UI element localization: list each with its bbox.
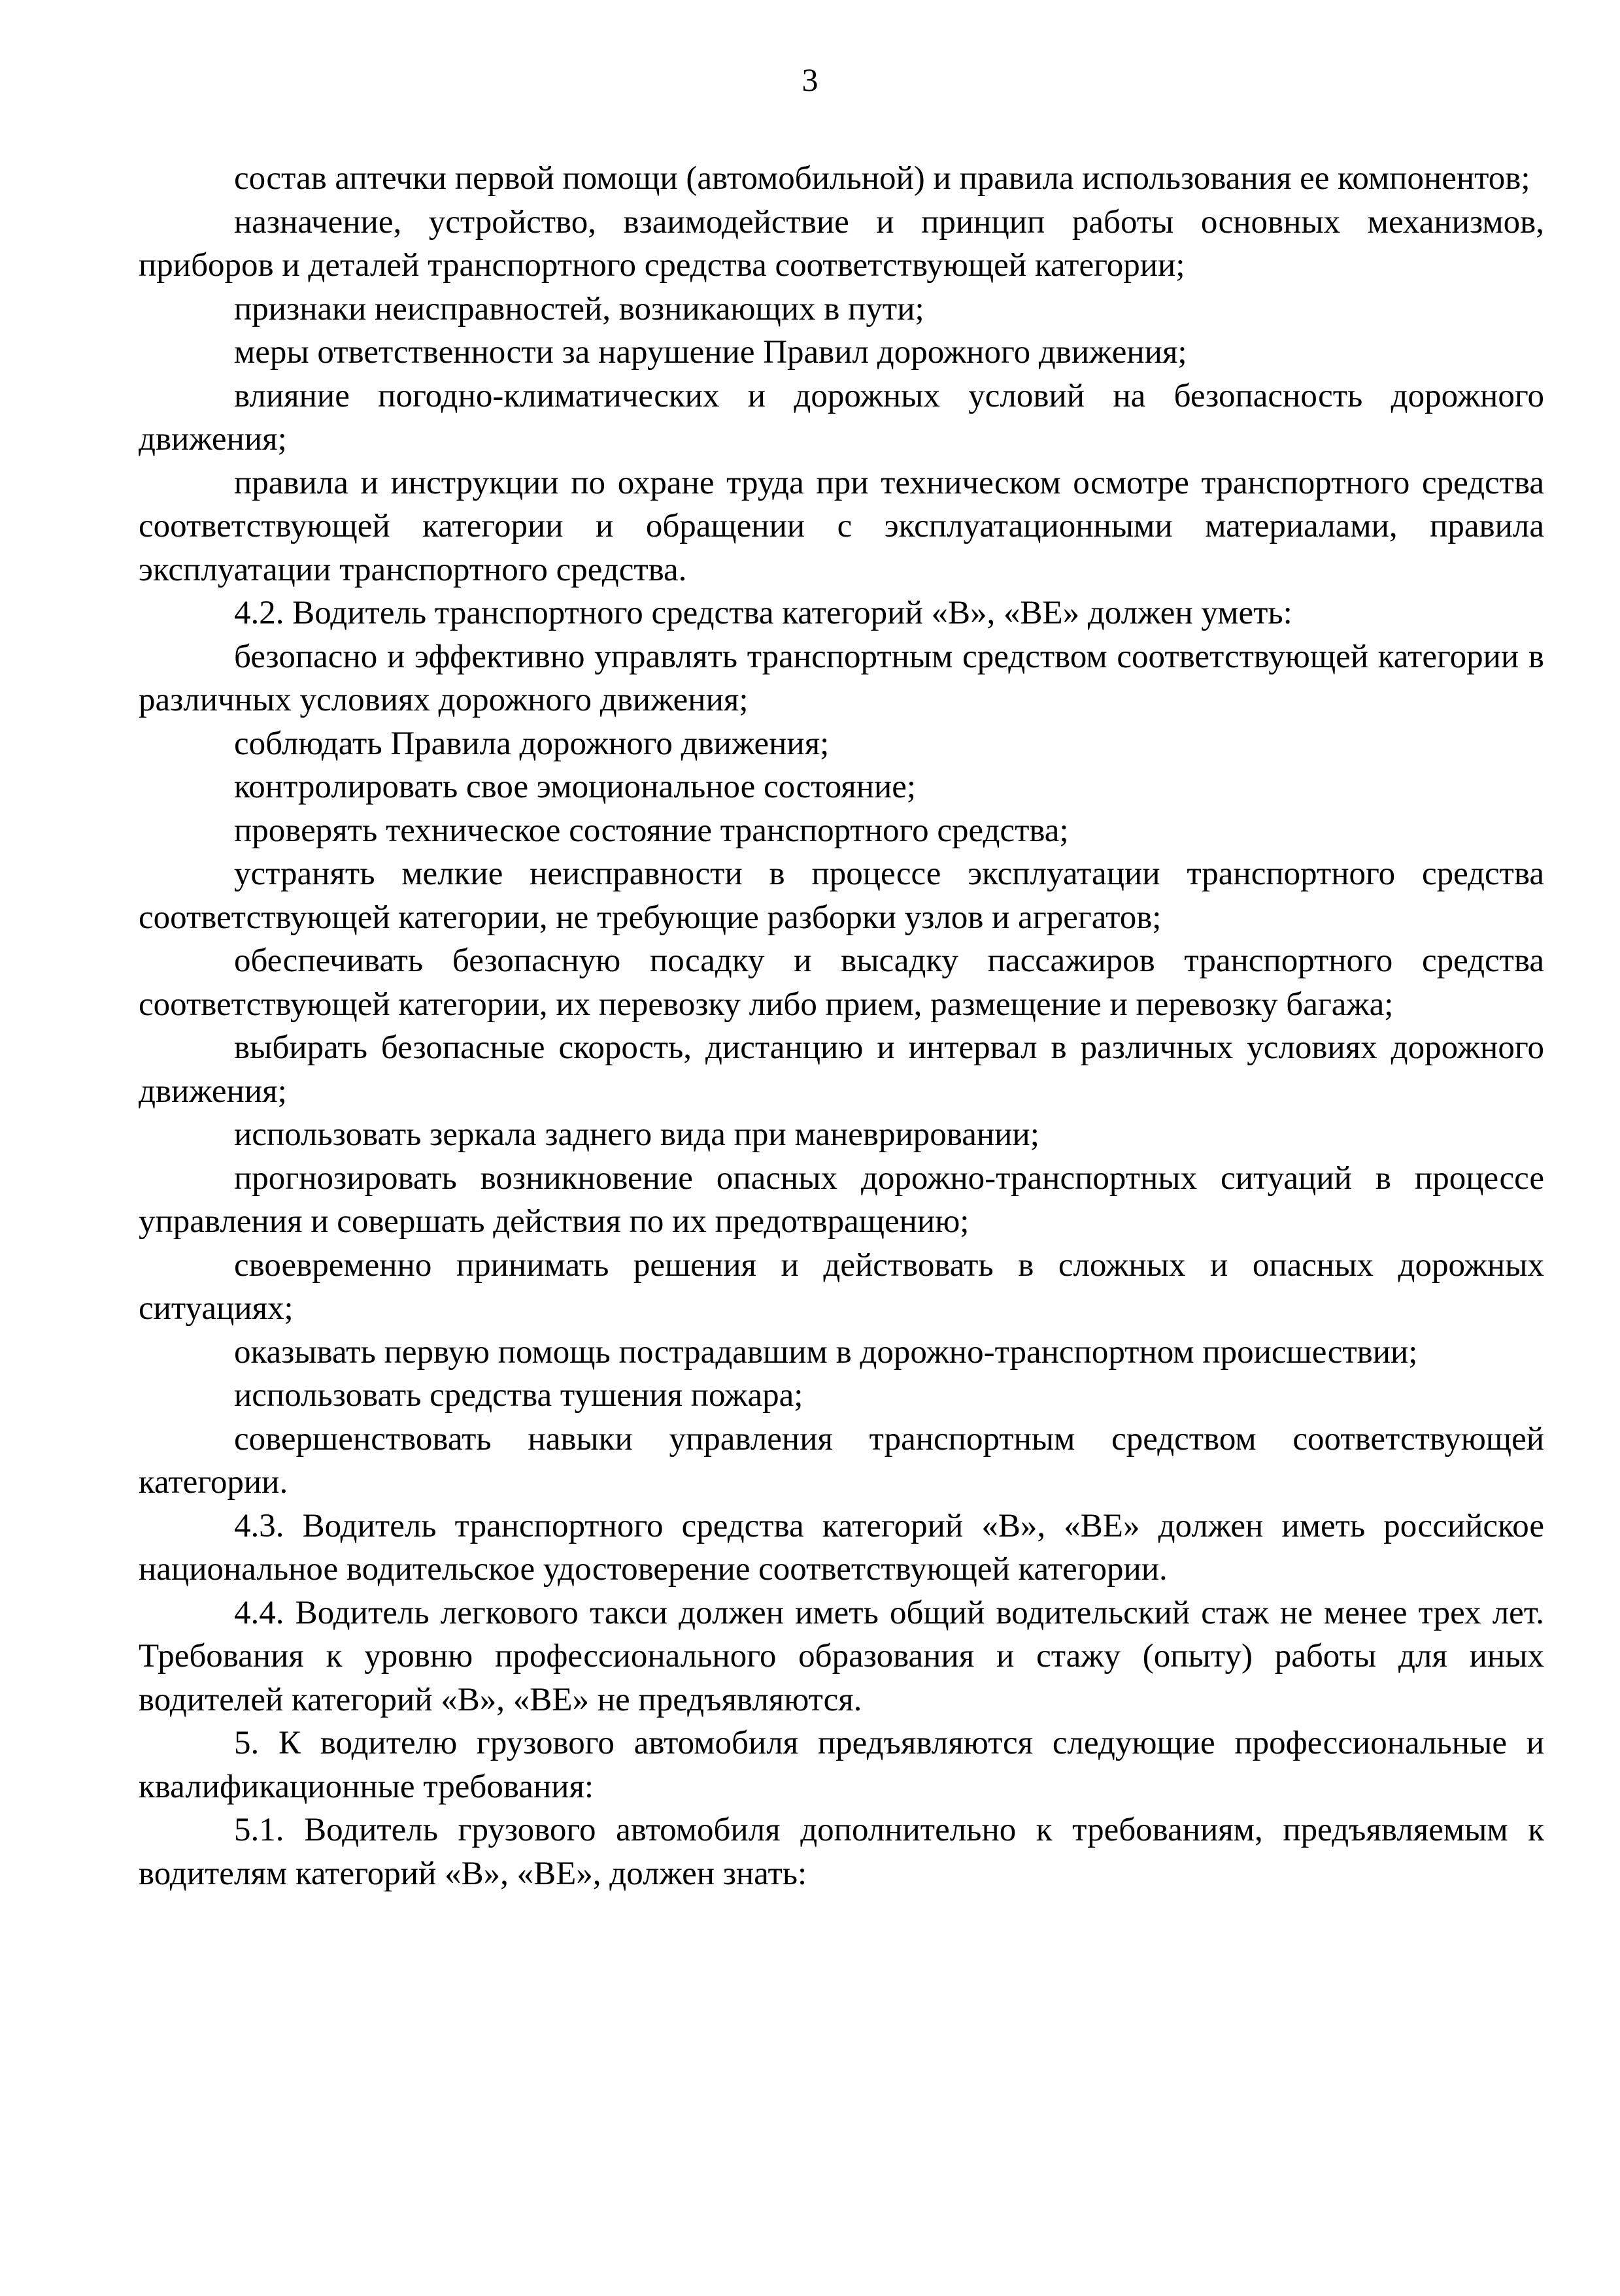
paragraph: контролировать свое эмоциональное состояние; <box>234 769 917 805</box>
paragraph: соблюдать Правила дорожного движения; <box>234 725 830 762</box>
paragraph: своевременно принимать решения и действовать в сложных и опасных дорожных ситуациях; <box>139 1246 1544 1327</box>
paragraph: устранять мелкие неисправности в процессе эксплуатации транспортного средства соответствующей категории, не требующие разборки узлов и агрегатов; <box>139 856 1544 936</box>
paragraph: выбирать безопасные скорость, дистанцию и интервал в различных условиях дорожного движения; <box>139 1029 1544 1110</box>
paragraph: обеспечивать безопасную посадку и высадку пассажиров транспортного средства соответствующей категории, их перевозку либо прием, размещение и перевозку багажа; <box>139 942 1544 1023</box>
paragraph: совершенствовать навыки управления транспортным средством соответствующей категории. <box>139 1420 1544 1501</box>
section-5: 5. К водителю грузового автомобиля предъявляются следующие профессиональные и квалификационные требования: <box>139 1725 1544 1805</box>
paragraph: оказывать первую помощь пострадавшим в дорожно-транспортном происшествии; <box>234 1333 1418 1371</box>
body-text <box>139 157 1544 1895</box>
paragraph: состав аптечки первой помощи (автомобильной) и правила использования ее компонентов; <box>234 160 1530 197</box>
section-4-3: 4.3. Водитель транспортного средства категорий «В», «ВЕ» должен иметь российское национальное водительское удостоверение соответствующей категории. <box>139 1507 1544 1588</box>
paragraph: признаки неисправностей, возникающих в пути; <box>234 290 924 327</box>
page-number: 3 <box>802 61 818 98</box>
section-heading-4-2: 4.2. Водитель транспортного средства категорий «В», «ВЕ» должен уметь: <box>234 595 1292 631</box>
paragraph: проверять техническое состояние транспортного средства; <box>234 812 1069 849</box>
paragraph: безопасно и эффективно управлять транспортным средством соответствующей категории в различных условиях дорожного движения; <box>139 638 1544 718</box>
paragraph: использовать средства тушения пожара; <box>234 1377 803 1414</box>
paragraph: меры ответственности за нарушение Правил дорожного движения; <box>234 334 1187 371</box>
paragraph: правила и инструкции по охране труда при техническом осмотре транспортного средства соответствующей категории и обращении с эксплуатационными материалами, правила эксплуатации транспортного средства. <box>139 464 1544 588</box>
section-5-1: 5.1. Водитель грузового автомобиля дополнительно к требованиям, предъявляемым к водителям категорий «В», «ВЕ», должен знать: <box>139 1812 1544 1892</box>
paragraph: прогнозировать возникновение опасных дорожно-транспортных ситуаций в процессе управления и совершать действия по их предотвращению; <box>139 1159 1544 1240</box>
paragraph: назначение, устройство, взаимодействие и принцип работы основных механизмов, приборов и деталей транспортного средства соответствующей категории; <box>139 203 1544 284</box>
section-4-4: 4.4. Водитель легкового такси должен иметь общий водительский стаж не менее трех лет. Требования к уровню профессионального образования и стажу (опыту) работы для иных водителей категорий «В», «ВЕ» не предъявляются. <box>139 1594 1544 1718</box>
paragraph: влияние погодно-климатических и дорожных условий на безопасность дорожного движения; <box>139 377 1544 458</box>
paragraph: использовать зеркала заднего вида при маневрировании; <box>234 1116 1039 1153</box>
